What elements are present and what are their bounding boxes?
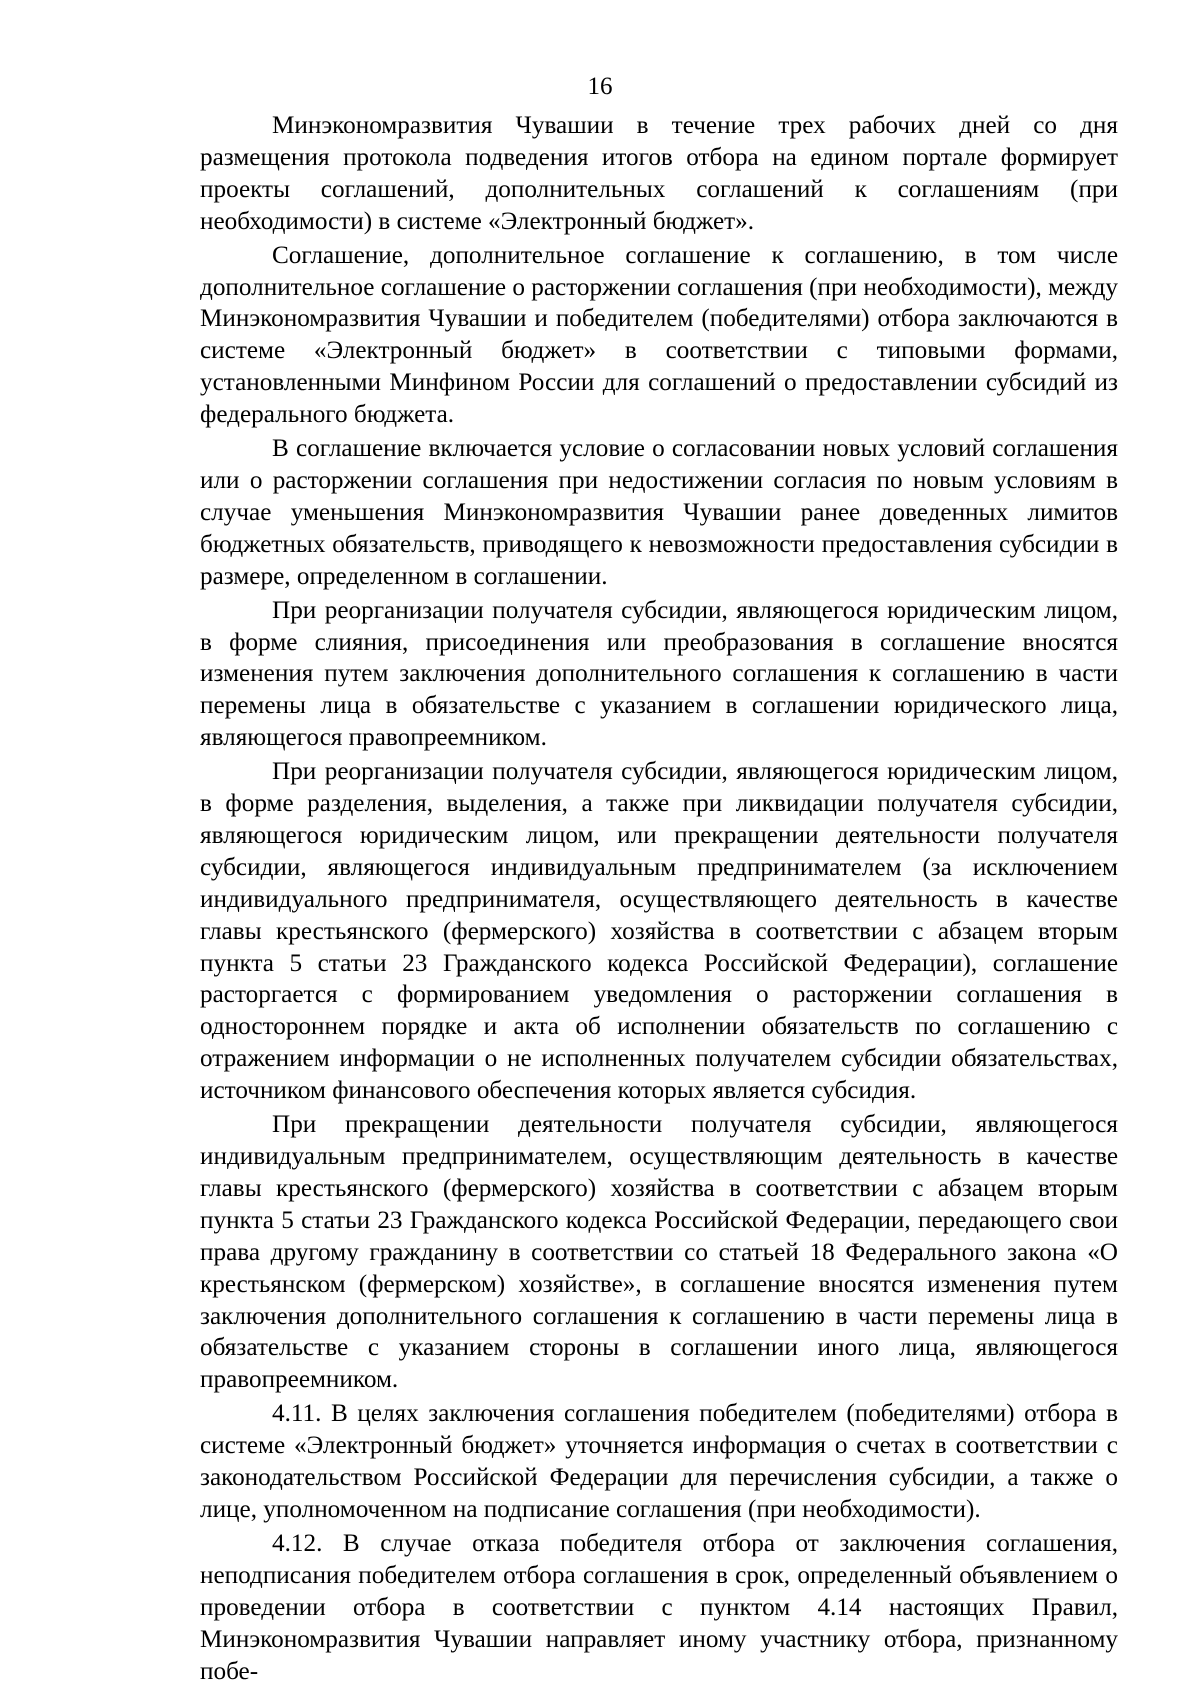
paragraph-reorganization-division: При реорганизации получателя субсидии, являющегося юридическим лицом, в форме разделения, выделения, а также при ликвидации получателя субсидии, являющегося юридическим лицом, или прекращении деятельности получателя субсидии, являющегося индивидуальным предпринимателем (за исключением индивидуального предпринимателя, осуществляющего деятельность в качестве главы крестьянского (фермерского) хозяйства в соответствии с абзацем вторым пункта 5 статьи 23 Гражданского кодекса Российской Федерации), соглашение расторгается с формированием уведомления о расторжении соглашения в одностороннем порядке и акта об исполнении обязательств по соглашению с отражением информации о не исполненных получателем субсидии обязательствах, источником финансового обеспечения которых является субсидия. [200, 758, 1118, 1105]
paragraph-agreement-conclusion: Соглашение, дополнительное соглашение к соглашению, в том числе дополнительное соглашение о расторжении соглашения (при необходимости), между Минэкономразвития Чувашии и победителем (победителями) отбора заключаются в системе «Электронный бюджет» в соответствии с типовыми формами, установленными Минфином России для соглашений о предоставлении субсидий из федерального бюджета. [200, 241, 1118, 429]
document-body [200, 110, 1118, 1689]
page-number: 16 [587, 73, 613, 100]
paragraph-clause-4-12: 4.12. В случае отказа победителя отбора от заключения соглашения, неподписания победителем отбора соглашения в срок, определенный объявлением о проведении отбора в соответствии с пунктом 4.14 настоящих Правил, Минэкономразвития Чувашии направляет иному участнику отбора, признанному побе- [200, 1529, 1118, 1685]
paragraph-agreement-drafts: Минэкономразвития Чувашии в течение трех рабочих дней со дня размещения протокола подведения итогов отбора на едином портале формирует проекты соглашений, дополнительных соглашений к соглашениям (при необходимости) в системе «Электронный бюджет». [200, 112, 1118, 235]
paragraph-farm-succession: При прекращении деятельности получателя субсидии, являющегося индивидуальным предпринимателем, осуществляющим деятельность в качестве главы крестьянского (фермерского) хозяйства в соответствии с абзацем вторым пункта 5 статьи 23 Гражданского кодекса Российской Федерации, передающего свои права другому гражданину в соответствии со статьей 18 Федерального закона «О крестьянском (фермерском) хозяйстве», в соглашение вносятся изменения путем заключения дополнительного соглашения к соглашению в части перемены лица в обязательстве с указанием стороны в соглашении иного лица, являющегося правопреемником. [200, 1111, 1118, 1394]
paragraph-clause-4-11: 4.11. В целях заключения соглашения победителем (победителями) отбора в системе «Электронный бюджет» уточняется информация о счетах в соответствии с законодательством Российской Федерации для перечисления субсидии, а также о лице, уполномоченном на подписание соглашения (при необходимости). [200, 1400, 1118, 1523]
paragraph-new-conditions: В соглашение включается условие о согласовании новых условий соглашения или о расторжении соглашения при недостижении согласия по новым условиям в случае уменьшения Минэкономразвития Чувашии ранее доведенных лимитов бюджетных обязательств, приводящего к невозможности предоставления субсидии в размере, определенном в соглашении. [200, 435, 1118, 590]
paragraph-reorganization-merger: При реорганизации получателя субсидии, являющегося юридическим лицом, в форме слияния, присоединения или преобразования в соглашение вносятся изменения путем заключения дополнительного соглашения к соглашению в части перемены лица в обязательстве с указанием в соглашении юридического лица, являющегося правопреемником. [200, 596, 1118, 752]
